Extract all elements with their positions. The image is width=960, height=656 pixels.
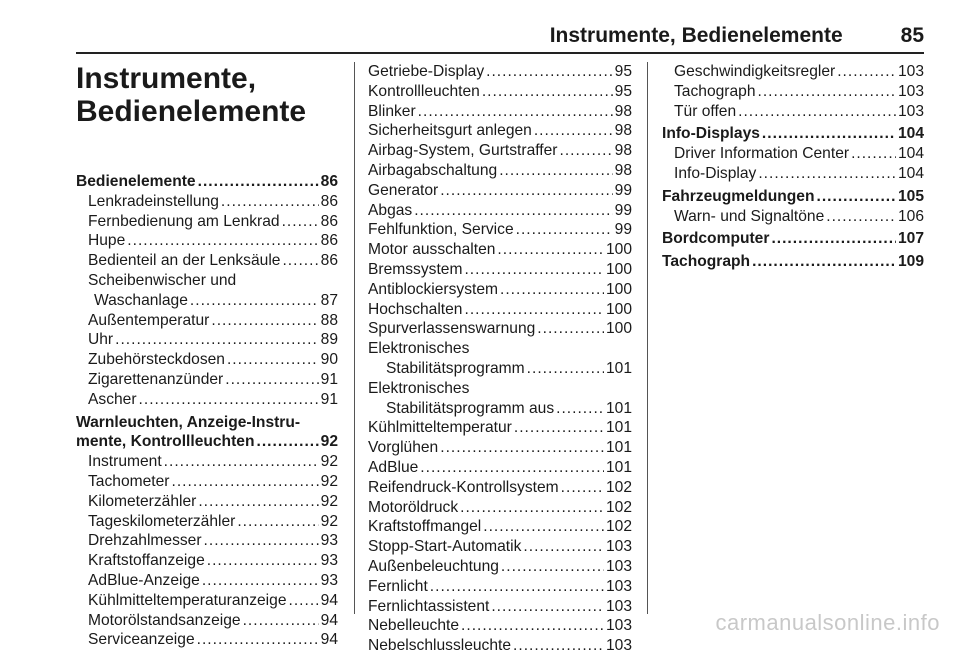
toc-entry[interactable] bbox=[76, 492, 338, 512]
toc-leader-dots bbox=[127, 231, 318, 251]
toc-entry-label: Airbag-System, Gurtstraffer bbox=[368, 142, 558, 160]
toc-entry-page: 102 bbox=[605, 498, 632, 516]
toc-entry[interactable] bbox=[368, 240, 632, 260]
toc-entry-label: Generator bbox=[368, 181, 439, 199]
toc-entry-label: Hochschalten bbox=[368, 300, 463, 318]
toc-entry-page: 88 bbox=[320, 311, 338, 329]
toc-entry-page: 103 bbox=[605, 557, 632, 575]
toc-entry[interactable] bbox=[368, 359, 632, 379]
toc-entry-line bbox=[368, 379, 632, 399]
toc-leader-dots bbox=[464, 300, 603, 320]
toc-entry-page: 100 bbox=[605, 260, 632, 278]
toc-entry-label: mente, Kontrollleuchten bbox=[76, 433, 255, 451]
running-header bbox=[76, 24, 924, 48]
toc-leader-dots bbox=[115, 330, 319, 350]
toc-list-2 bbox=[368, 62, 632, 656]
toc-entry-page: 100 bbox=[605, 241, 632, 259]
toc-entry[interactable] bbox=[368, 161, 632, 181]
toc-entry-page: 103 bbox=[897, 82, 924, 100]
toc-entry-page: 103 bbox=[605, 597, 632, 615]
toc-leader-dots bbox=[202, 571, 319, 591]
toc-entry-page: 98 bbox=[614, 142, 632, 160]
toc-leader-dots bbox=[440, 181, 612, 201]
toc-entry-page: 101 bbox=[605, 419, 632, 437]
toc-entry-label: Fernlichtassistent bbox=[368, 597, 490, 615]
toc-entry[interactable] bbox=[368, 319, 632, 339]
toc-entry-label: Fernlicht bbox=[368, 577, 428, 595]
toc-entry-page: 101 bbox=[605, 399, 632, 417]
toc-entry-page: 105 bbox=[897, 187, 924, 205]
chapter-title: Instrumente, Bedienelemente bbox=[76, 62, 307, 128]
toc-entry-label: Stabilitätsprogramm bbox=[386, 359, 525, 377]
toc-leader-dots bbox=[139, 390, 319, 410]
toc-entry[interactable] bbox=[368, 636, 632, 656]
header-rule bbox=[76, 52, 924, 54]
toc-entry[interactable] bbox=[368, 399, 632, 419]
toc-entry-page: 101 bbox=[605, 359, 632, 377]
toc-entry-page: 86 bbox=[320, 232, 338, 250]
toc-entry-label: Kühlmitteltemperatur bbox=[368, 419, 512, 437]
toc-leader-dots bbox=[497, 240, 604, 260]
toc-entry-page: 94 bbox=[320, 631, 338, 649]
toc-entry[interactable] bbox=[76, 472, 338, 492]
toc-entry-page: 93 bbox=[320, 552, 338, 570]
toc-entry[interactable] bbox=[368, 220, 632, 240]
toc-leader-dots bbox=[461, 616, 604, 636]
toc-leader-dots bbox=[483, 517, 604, 537]
toc-entry-label: Bedienteil an der Lenksäule bbox=[88, 252, 281, 270]
toc-leader-dots bbox=[500, 280, 604, 300]
toc-entry-line bbox=[368, 339, 632, 359]
toc-entry-label: Kraftstoffmangel bbox=[368, 518, 482, 536]
toc-entry-page: 99 bbox=[614, 221, 632, 239]
toc-entry-label: Stopp-Start-Automatik bbox=[368, 538, 522, 556]
toc-entry-label: Kilometerzähler bbox=[88, 492, 197, 510]
toc-leader-dots bbox=[816, 187, 895, 207]
toc-entry-page: 103 bbox=[605, 577, 632, 595]
toc-entry-label: Driver Information Center bbox=[674, 145, 850, 163]
toc-entry-label: Zigarettenanzünder bbox=[88, 370, 224, 388]
toc-entry-page: 94 bbox=[320, 591, 338, 609]
toc-entry[interactable] bbox=[76, 591, 338, 611]
toc-entry-page: 104 bbox=[897, 145, 924, 163]
toc-leader-dots bbox=[198, 492, 318, 512]
toc-entry-page: 99 bbox=[614, 181, 632, 199]
toc-leader-dots bbox=[430, 577, 604, 597]
toc-entry-label: Drehzahlmesser bbox=[88, 532, 202, 550]
toc-entry[interactable] bbox=[76, 172, 338, 192]
toc-entry-page: 93 bbox=[320, 532, 338, 550]
toc-entry-label: Fehlfunktion, Service bbox=[368, 221, 514, 239]
toc-entry[interactable] bbox=[76, 251, 338, 271]
toc-column-2 bbox=[368, 62, 632, 656]
toc-entry-label: Nebelschlussleuchte bbox=[368, 637, 512, 655]
toc-entry-page: 102 bbox=[605, 478, 632, 496]
toc-leader-dots bbox=[556, 399, 604, 419]
toc-entry[interactable] bbox=[368, 62, 632, 82]
toc-entry[interactable] bbox=[76, 611, 338, 631]
running-header-title: Instrumente, Bedienelemente bbox=[549, 24, 843, 47]
toc-leader-dots bbox=[190, 291, 319, 311]
page-number: 85 bbox=[900, 24, 924, 47]
toc-entry[interactable] bbox=[368, 517, 632, 537]
toc-entry[interactable] bbox=[368, 478, 632, 498]
toc-entry-page: 92 bbox=[320, 453, 338, 471]
toc-entry-label: Tageskilometerzähler bbox=[88, 512, 236, 530]
toc-leader-dots bbox=[758, 164, 896, 184]
toc-leader-dots bbox=[198, 172, 319, 192]
toc-entry-page: 98 bbox=[614, 122, 632, 140]
toc-entry[interactable] bbox=[368, 280, 632, 300]
toc-column-1 bbox=[76, 62, 338, 650]
toc-entry[interactable] bbox=[368, 597, 632, 617]
toc-entry-page: 103 bbox=[605, 637, 632, 655]
toc-entry-label: Stabilitätsprogramm aus bbox=[386, 399, 555, 417]
toc-entry-label: Ascher bbox=[88, 390, 137, 408]
toc-entry-label: Serviceanzeige bbox=[88, 631, 195, 649]
toc-entry-page: 109 bbox=[897, 253, 924, 271]
toc-entry-page: 100 bbox=[605, 280, 632, 298]
toc-leader-dots bbox=[491, 597, 604, 617]
toc-entry-label: Außenbeleuchtung bbox=[368, 557, 499, 575]
toc-entry-label: Scheibenwischer und bbox=[88, 271, 237, 289]
toc-leader-dots bbox=[537, 319, 604, 339]
toc-entry[interactable] bbox=[76, 231, 338, 251]
toc-entry-label: Waschanlage bbox=[94, 291, 188, 309]
toc-leader-dots bbox=[197, 630, 319, 650]
toc-leader-dots bbox=[204, 531, 319, 551]
toc-entry-line bbox=[76, 413, 338, 433]
toc-leader-dots bbox=[752, 252, 896, 272]
toc-leader-dots bbox=[171, 472, 318, 492]
toc-entry-label: Elektronisches bbox=[368, 379, 470, 397]
toc-entry[interactable] bbox=[662, 144, 924, 164]
toc-leader-dots bbox=[762, 124, 896, 144]
toc-entry[interactable] bbox=[368, 438, 632, 458]
toc-entry[interactable] bbox=[368, 537, 632, 557]
toc-entry-page: 95 bbox=[614, 63, 632, 80]
toc-entry[interactable] bbox=[368, 418, 632, 438]
toc-entry-page: 103 bbox=[605, 538, 632, 556]
toc-leader-dots bbox=[414, 201, 612, 221]
toc-leader-dots bbox=[211, 311, 318, 331]
toc-column-3 bbox=[662, 62, 924, 272]
toc-entry-label: Lenkradeinstellung bbox=[88, 192, 219, 210]
toc-entry-label: Bremssystem bbox=[368, 260, 463, 278]
toc-entry-page: 98 bbox=[614, 161, 632, 179]
toc-leader-dots bbox=[514, 418, 604, 438]
toc-leader-dots bbox=[420, 458, 604, 478]
toc-entry[interactable] bbox=[368, 102, 632, 122]
toc-entry[interactable] bbox=[76, 192, 338, 212]
toc-entry-label: Abgas bbox=[368, 201, 413, 219]
toc-leader-dots bbox=[534, 121, 613, 141]
column-divider-2 bbox=[647, 62, 648, 614]
watermark: carmanualsonline.info bbox=[715, 610, 940, 635]
toc-entry[interactable] bbox=[662, 124, 924, 144]
toc-entry[interactable] bbox=[662, 62, 924, 82]
toc-entry-page: 92 bbox=[320, 433, 338, 451]
toc-entry[interactable] bbox=[76, 350, 338, 370]
toc-entry-label: Hupe bbox=[88, 232, 126, 250]
toc-entry[interactable] bbox=[662, 252, 924, 272]
toc-entry-page: 92 bbox=[320, 492, 338, 510]
toc-entry[interactable] bbox=[76, 291, 338, 311]
toc-entry[interactable] bbox=[368, 616, 632, 636]
toc-entry-label: Geschwindigkeitsregler bbox=[674, 63, 836, 80]
toc-list-1 bbox=[76, 172, 338, 650]
toc-entry-label: Bedienelemente bbox=[76, 173, 196, 190]
toc-entry-page: 104 bbox=[897, 125, 924, 143]
toc-entry[interactable] bbox=[368, 141, 632, 161]
toc-entry-page: 91 bbox=[320, 390, 338, 408]
toc-entry-label: Vorglühen bbox=[368, 439, 439, 457]
toc-entry-page: 100 bbox=[605, 320, 632, 338]
toc-entry[interactable] bbox=[76, 512, 338, 532]
toc-leader-dots bbox=[164, 452, 319, 472]
toc-entry[interactable] bbox=[76, 551, 338, 571]
toc-entry-page: 102 bbox=[605, 518, 632, 536]
toc-leader-dots bbox=[837, 62, 896, 82]
toc-entry-label: AdBlue bbox=[368, 458, 419, 476]
toc-leader-dots bbox=[560, 141, 613, 161]
toc-leader-dots bbox=[282, 212, 319, 232]
toc-entry-label: Blinker bbox=[368, 102, 416, 120]
toc-entry-label: Außentemperatur bbox=[88, 311, 210, 329]
toc-entry-label: Info-Display bbox=[674, 164, 757, 182]
toc-entry[interactable] bbox=[76, 571, 338, 591]
column-divider-1 bbox=[354, 62, 355, 614]
toc-entry[interactable] bbox=[662, 102, 924, 122]
toc-entry-page: 99 bbox=[614, 201, 632, 219]
toc-entry-label: Zubehörsteckdosen bbox=[88, 351, 225, 369]
toc-leader-dots bbox=[523, 537, 604, 557]
toc-entry-label: Tachometer bbox=[88, 472, 170, 490]
toc-entry[interactable] bbox=[76, 432, 338, 452]
toc-entry-label: Motor ausschalten bbox=[368, 241, 496, 259]
toc-leader-dots bbox=[464, 260, 604, 280]
toc-entry[interactable] bbox=[662, 229, 924, 249]
toc-entry-page: 104 bbox=[897, 164, 924, 182]
toc-entry-page: 106 bbox=[897, 207, 924, 225]
toc-entry-page: 86 bbox=[320, 252, 338, 270]
toc-leader-dots bbox=[482, 82, 613, 102]
toc-entry-page: 89 bbox=[320, 331, 338, 349]
toc-leader-dots bbox=[289, 591, 319, 611]
toc-entry-label: Sicherheitsgurt anlegen bbox=[368, 122, 532, 140]
toc-entry[interactable] bbox=[76, 212, 338, 232]
toc-entry-label: Instrument bbox=[88, 453, 162, 471]
toc-leader-dots bbox=[418, 102, 613, 122]
toc-entry-label: Antiblockiersystem bbox=[368, 280, 498, 298]
toc-entry-page: 103 bbox=[897, 63, 924, 80]
toc-entry-label: Bordcomputer bbox=[662, 230, 770, 248]
toc-entry-label: Fahrzeugmeldungen bbox=[662, 187, 815, 205]
toc-leader-dots bbox=[826, 207, 896, 227]
toc-entry-label: Spurverlassenswarnung bbox=[368, 320, 536, 338]
toc-entry-label: Info-Displays bbox=[662, 125, 760, 143]
toc-entry-page: 86 bbox=[320, 192, 338, 210]
toc-entry-label: Motoröldruck bbox=[368, 498, 459, 516]
toc-entry[interactable] bbox=[368, 498, 632, 518]
toc-entry[interactable] bbox=[368, 121, 632, 141]
toc-entry-page: 107 bbox=[897, 230, 924, 248]
toc-leader-dots bbox=[256, 432, 318, 452]
toc-entry-page: 103 bbox=[897, 102, 924, 120]
toc-list-3 bbox=[662, 62, 924, 272]
toc-entry-page: 95 bbox=[614, 82, 632, 100]
toc-entry-label: Elektronisches bbox=[368, 340, 470, 358]
toc-entry-page: 101 bbox=[605, 458, 632, 476]
toc-entry[interactable] bbox=[662, 187, 924, 207]
toc-leader-dots bbox=[499, 161, 612, 181]
toc-entry-page: 87 bbox=[320, 291, 338, 309]
toc-entry[interactable] bbox=[368, 201, 632, 221]
toc-entry-label: Warnleuchten, Anzeige-Instru- bbox=[76, 413, 301, 431]
toc-entry-label: AdBlue-Anzeige bbox=[88, 571, 200, 589]
toc-leader-dots bbox=[851, 144, 896, 164]
toc-entry-page: 98 bbox=[614, 102, 632, 120]
toc-entry-label: Nebelleuchte bbox=[368, 617, 460, 635]
toc-entry[interactable] bbox=[368, 577, 632, 597]
toc-entry-page: 91 bbox=[320, 370, 338, 388]
toc-entry-page: 92 bbox=[320, 512, 338, 530]
toc-leader-dots bbox=[527, 359, 604, 379]
toc-entry[interactable] bbox=[368, 458, 632, 478]
toc-entry[interactable] bbox=[368, 82, 632, 102]
toc-leader-dots bbox=[738, 102, 896, 122]
toc-leader-dots bbox=[501, 557, 604, 577]
toc-entry-page: 92 bbox=[320, 472, 338, 490]
toc-entry[interactable] bbox=[76, 370, 338, 390]
toc-entry[interactable] bbox=[76, 330, 338, 350]
toc-entry-page: 94 bbox=[320, 611, 338, 629]
toc-leader-dots bbox=[243, 611, 319, 631]
toc-entry-label: Tachograph bbox=[662, 253, 751, 271]
toc-leader-dots bbox=[758, 82, 896, 102]
toc-entry-label: Tachograph bbox=[674, 82, 756, 100]
toc-entry-label: Airbagabschaltung bbox=[368, 161, 498, 179]
toc-entry[interactable] bbox=[76, 390, 338, 410]
toc-entry[interactable] bbox=[662, 207, 924, 227]
toc-entry-label: Kraftstoffanzeige bbox=[88, 552, 205, 570]
toc-entry[interactable] bbox=[76, 630, 338, 650]
toc-leader-dots bbox=[516, 220, 613, 240]
toc-entry[interactable] bbox=[76, 311, 338, 331]
toc-leader-dots bbox=[282, 251, 318, 271]
toc-entry-label: Kontrollleuchten bbox=[368, 82, 480, 100]
toc-entry[interactable] bbox=[368, 181, 632, 201]
toc-leader-dots bbox=[225, 370, 318, 390]
toc-leader-dots bbox=[771, 229, 896, 249]
toc-leader-dots bbox=[237, 512, 318, 532]
toc-entry[interactable] bbox=[662, 82, 924, 102]
toc-entry-label: Tür offen bbox=[674, 102, 737, 120]
toc-entry-label: Kühlmitteltemperaturanzeige bbox=[88, 591, 287, 609]
toc-leader-dots bbox=[207, 551, 319, 571]
toc-entry-page: 100 bbox=[605, 300, 632, 318]
toc-entry-label: Getriebe-Display bbox=[368, 63, 485, 80]
toc-entry-page: 86 bbox=[320, 173, 338, 190]
toc-entry-label: Fernbedienung am Lenkrad bbox=[88, 212, 280, 230]
toc-entry-page: 90 bbox=[320, 351, 338, 369]
toc-leader-dots bbox=[440, 438, 604, 458]
toc-leader-dots bbox=[460, 498, 604, 518]
toc-entry-label: Uhr bbox=[88, 331, 114, 349]
toc-leader-dots bbox=[221, 192, 319, 212]
toc-entry[interactable] bbox=[368, 260, 632, 280]
toc-entry[interactable] bbox=[76, 531, 338, 551]
toc-leader-dots bbox=[561, 478, 604, 498]
toc-entry-label: Warn- und Signaltöne bbox=[674, 207, 825, 225]
toc-entry[interactable] bbox=[368, 300, 632, 320]
toc-entry[interactable] bbox=[368, 557, 632, 577]
toc-entry-line bbox=[76, 271, 338, 291]
toc-entry-label: Motorölstandsanzeige bbox=[88, 611, 241, 629]
toc-leader-dots bbox=[227, 350, 319, 370]
toc-entry-page: 86 bbox=[320, 212, 338, 230]
toc-entry-page: 93 bbox=[320, 571, 338, 589]
toc-entry[interactable] bbox=[662, 164, 924, 184]
toc-entry-page: 103 bbox=[605, 617, 632, 635]
toc-leader-dots bbox=[486, 62, 613, 82]
toc-entry-label: Reifendruck-Kontrollsystem bbox=[368, 478, 559, 496]
toc-leader-dots bbox=[513, 636, 604, 656]
toc-entry-page: 101 bbox=[605, 439, 632, 457]
toc-entry[interactable] bbox=[76, 452, 338, 472]
